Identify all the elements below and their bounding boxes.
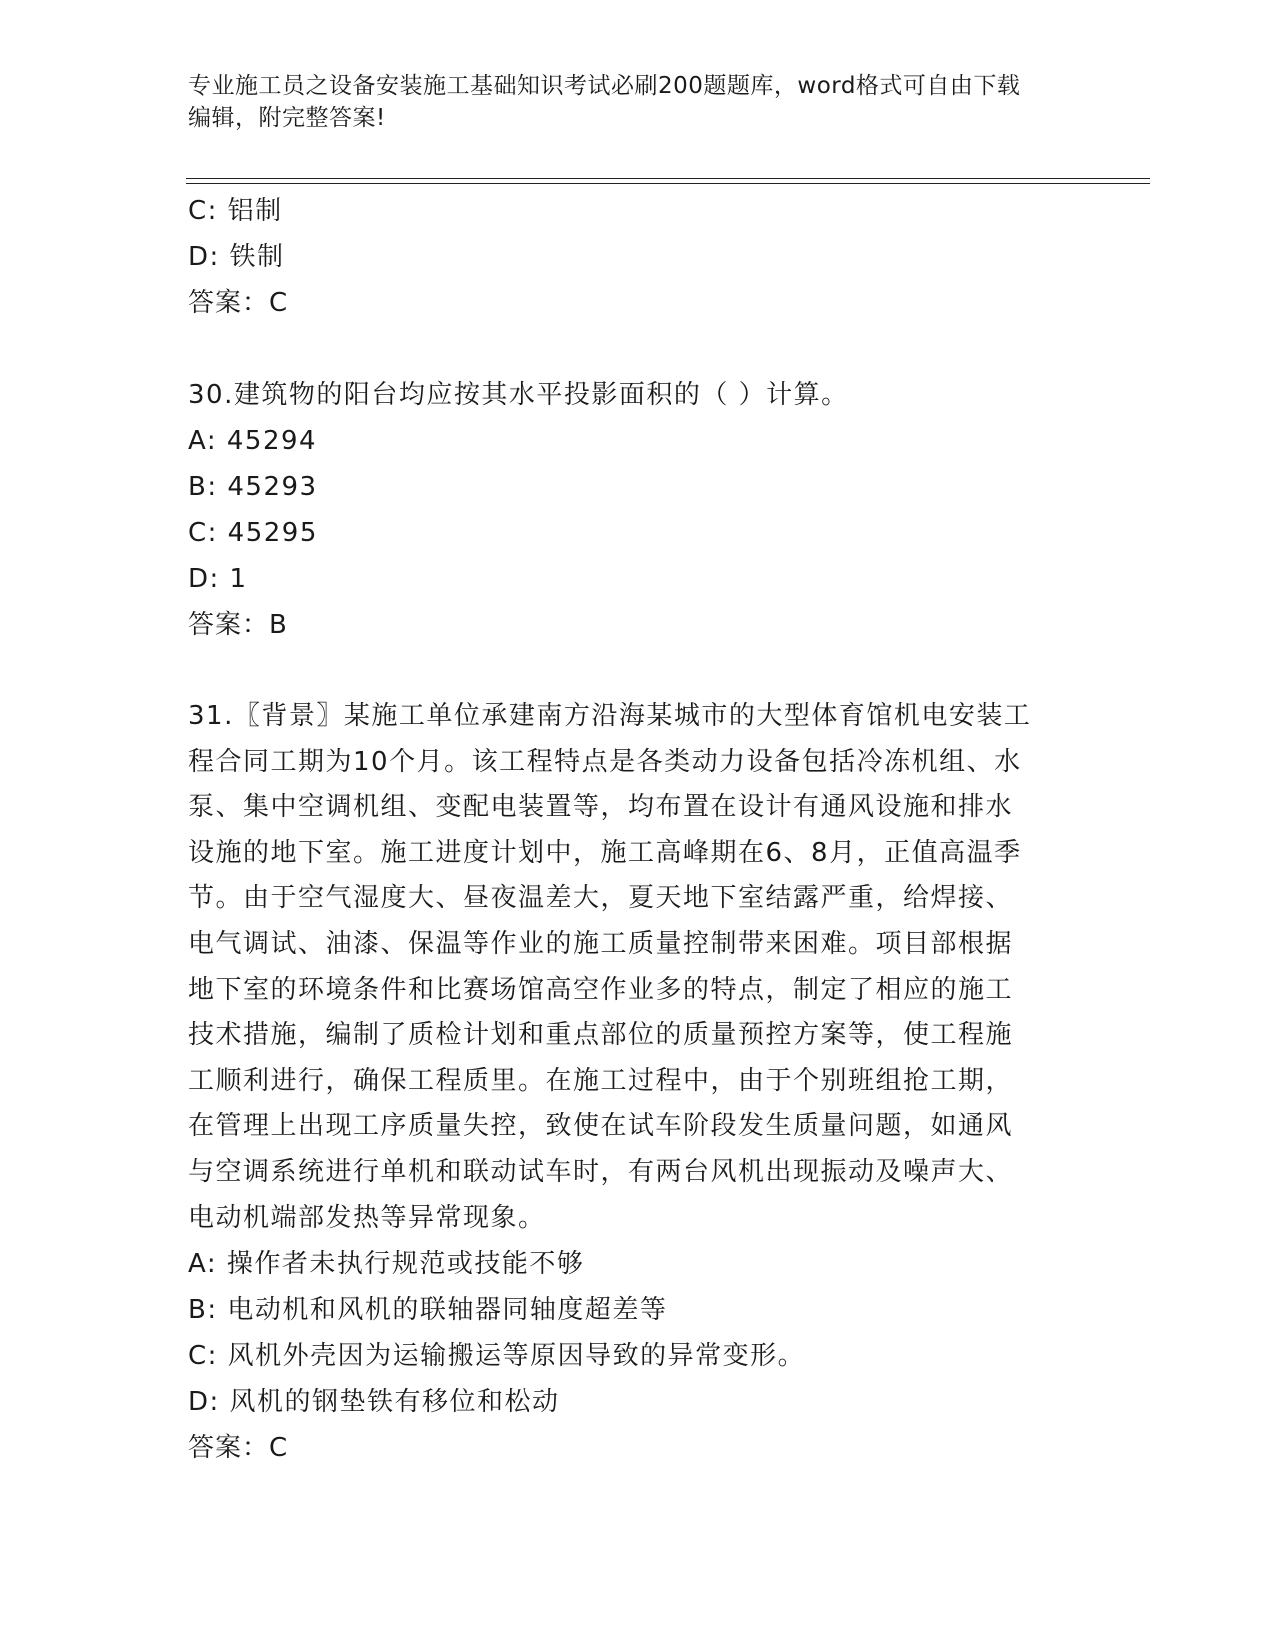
stem-line: 工顺利进行，确保工程质里。在施工过程中，由于个别班组抢工期， <box>188 1065 1014 1096</box>
stem-line: 地下室的环境条件和比赛场馆高空作业多的特点，制定了相应的施工 <box>188 974 1014 1005</box>
stem-line: 电动机端部发热等异常现象。 <box>188 1202 546 1233</box>
stem-line: 泵、集中空调机组、变配电装置等，均布置在设计有通风设施和排水 <box>188 792 1014 823</box>
option-d: D: 1 <box>188 564 248 594</box>
option-a: A: 操作者未执行规范或技能不够 <box>188 1249 585 1280</box>
header-title-line-1: 专业施工员之设备安装施工基础知识考试必刷200题题库，word格式可自由下载 <box>188 73 1021 99</box>
question-stem <box>188 694 1068 1241</box>
prev-question <box>188 188 1088 326</box>
document-body <box>188 188 1088 1471</box>
option-d: D: 铁制 <box>188 242 285 272</box>
stem-line: 31.〖背景〗某施工单位承建南方沿海某城市的大型体育馆机电安装工 <box>188 701 1032 731</box>
stem-line: 技术措施，编制了质检计划和重点部位的质量预控方案等，使工程施 <box>188 1020 1014 1051</box>
question-30 <box>188 372 1088 648</box>
stem-line: 节。由于空气湿度大、昼夜温差大，夏天地下室结露严重，给焊接、 <box>188 883 1014 914</box>
spacer <box>188 648 1088 694</box>
option-b: B: 45293 <box>188 472 318 502</box>
stem-line: 电气调试、油漆、保温等作业的施工质量控制带来困难。项目部根据 <box>188 928 1014 959</box>
stem-line: 在管理上出现工序质量失控，致使在试车阶段发生质量问题，如通风 <box>188 1111 1014 1142</box>
answer-line: 答案：C <box>188 288 289 318</box>
option-b: B: 电动机和风机的联轴器同轴度超差等 <box>188 1295 668 1326</box>
option-c: C: 风机外壳因为运输搬运等原因导致的异常变形。 <box>188 1341 806 1372</box>
question-stem: 30.建筑物的阳台均应按其水平投影面积的（ ）计算。 <box>188 380 849 410</box>
stem-line: 与空调系统进行单机和联动试车时，有两台风机出现振动及噪声大、 <box>188 1156 1014 1187</box>
stem-line: 设施的地下室。施工进度计划中，施工高峰期在6、8月，正值高温季 <box>188 837 1022 868</box>
option-c: C: 45295 <box>188 518 318 548</box>
option-d: D: 风机的钢垫铁有移位和松动 <box>188 1387 560 1418</box>
header-title-line-2: 编辑，附完整答案! <box>188 105 386 131</box>
header-divider-top <box>186 178 1150 179</box>
option-a: A: 45294 <box>188 426 318 456</box>
stem-line: 程合同工期为10个月。该工程特点是各类动力设备包括冷冻机组、水 <box>188 746 1022 777</box>
spacer <box>188 326 1088 372</box>
answer-line: 答案：C <box>188 1433 289 1464</box>
question-31 <box>188 694 1088 1471</box>
page-header <box>188 70 1068 134</box>
answer-line: 答案：B <box>188 610 288 640</box>
header-divider-bottom <box>186 183 1150 184</box>
option-c: C: 铝制 <box>188 196 283 226</box>
